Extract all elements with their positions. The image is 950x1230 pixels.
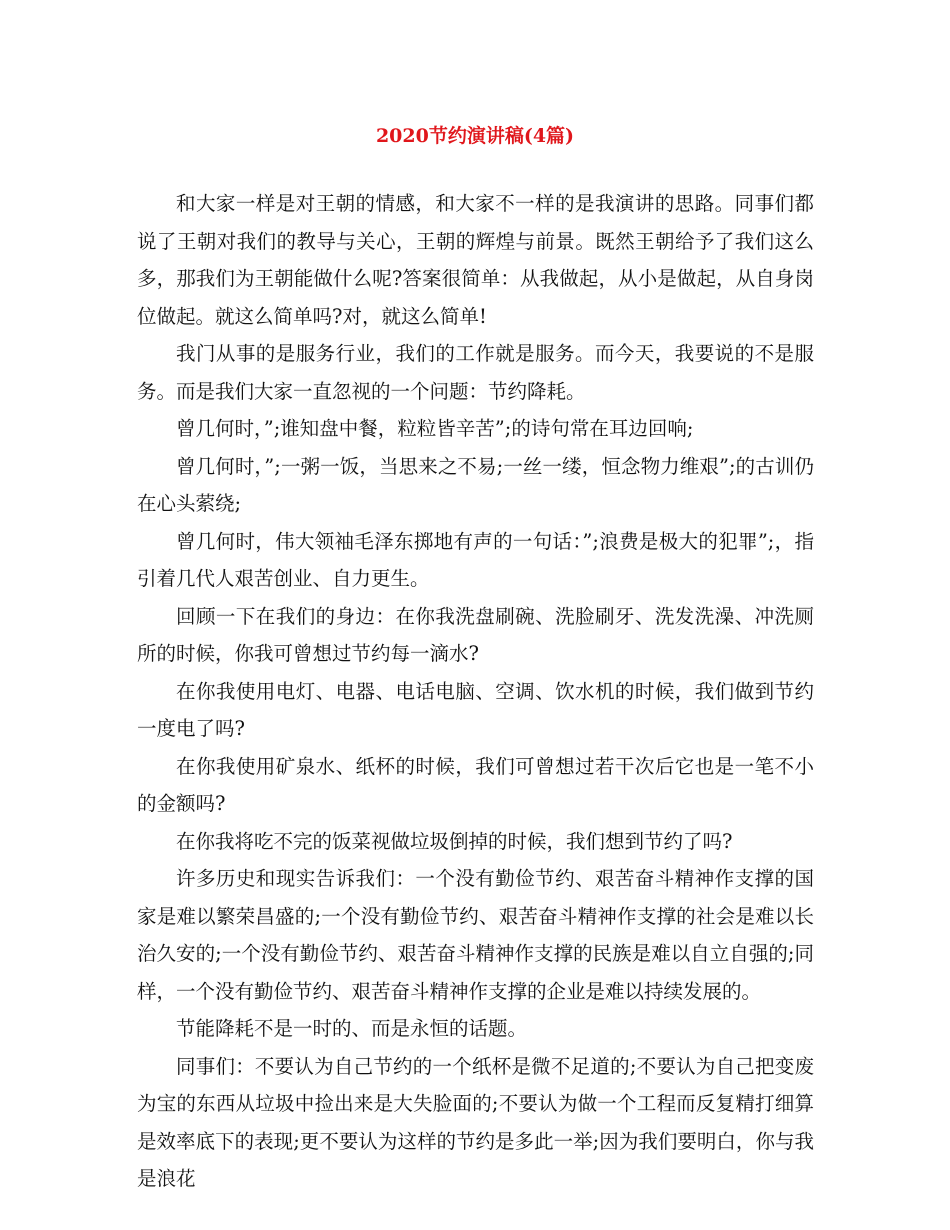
paragraph: 曾几何时，伟大领袖毛泽东掷地有声的一句话：”;浪费是极大的犯罪”;，指引着几代人艰苦创业、自力更生。	[137, 529, 814, 590]
paragraph: 在你我使用矿泉水、纸杯的时候，我们可曾想过若干次后它也是一笔不小的金额吗?	[137, 754, 814, 815]
paragraph: 同事们：不要认为自己节约的一个纸杯是微不足道的;不要认为自己把变废为宝的东西从垃圾中捡出来是大失脸面的;不要认为做一个工程而反复精打细算是效率底下的表现;更不要认为这样的节约是多此一举;因为我们要明白，你与我是浪花	[137, 1054, 814, 1190]
paragraph: 在你我将吃不完的饭菜视做垃圾倒掉的时候，我们想到节约了吗?	[176, 829, 733, 853]
paragraph: 许多历史和现实告诉我们：一个没有勤俭节约、艰苦奋斗精神作支撑的国家是难以繁荣昌盛的;一个没有勤俭节约、艰苦奋斗精神作支撑的社会是难以长治久安的;一个没有勤俭节约、艰苦奋斗精神作支撑的民族是难以自立自强的;同样，一个没有勤俭节约、艰苦奋斗精神作支撑的企业是难以持续发展的。	[137, 867, 814, 1003]
paragraph: 我门从事的是服务行业，我们的工作就是服务。而今天，我要说的不是服务。而是我们大家一直忽视的一个问题：节约降耗。	[137, 342, 814, 403]
paragraph: 曾几何时，”;一粥一饭，当思来之不易;一丝一缕，恒念物力维艰”;的古训仍在心头萦绕;	[137, 454, 814, 515]
paragraph: 在你我使用电灯、电器、电话电脑、空调、饮水机的时候，我们做到节约一度电了吗?	[137, 679, 814, 740]
document-body	[137, 185, 814, 1198]
paragraph: 节能降耗不是一时的、而是永恒的话题。	[176, 1017, 528, 1040]
paragraph: 和大家一样是对王朝的情感，和大家不一样的是我演讲的思路。同事们都说了王朝对我们的教导与关心，王朝的辉煌与前景。既然王朝给予了我们这么多，那我们为王朝能做什么呢?答案很简单：从我做起，从小是做起，从自身岗位做起。就这么简单吗?对，就这么简单!	[137, 192, 814, 328]
document-title: 2020节约演讲稿(4篇)	[375, 125, 575, 147]
paragraph: 回顾一下在我们的身边：在你我洗盘刷碗、洗脸刷牙、洗发洗澡、冲洗厕所的时候，你我可曾想过节约每一滴水?	[137, 604, 814, 665]
paragraph: 曾几何时，”;谁知盘中餐，粒粒皆辛苦”;的诗句常在耳边回响;	[176, 417, 694, 440]
